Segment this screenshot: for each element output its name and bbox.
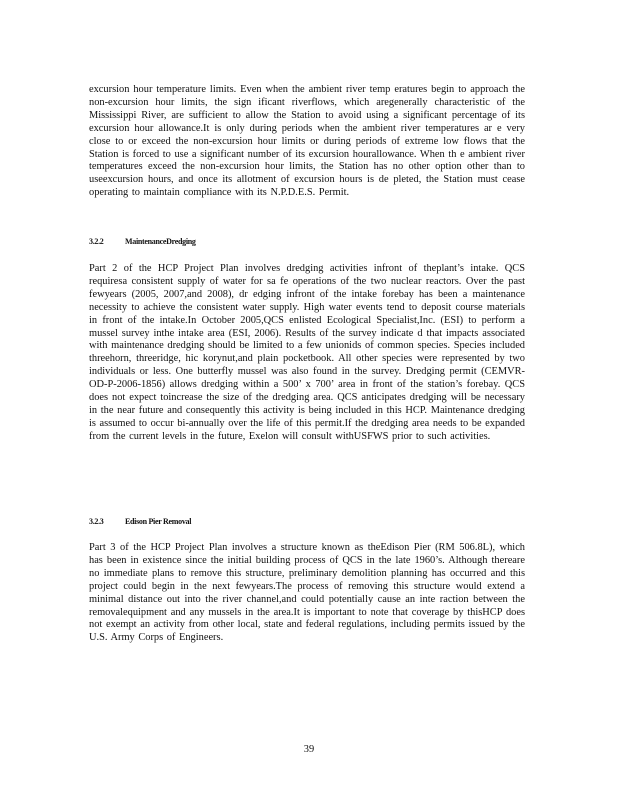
section-heading-edison-pier-removal (89, 517, 191, 526)
section-heading-maintenance-dredging (89, 237, 196, 246)
paragraph-maintenance-dredging: Part 2 of the HCP Project Plan involves dredging activities infront of theplant’s intake. QCS requiresa consistent supply of water for sa fe operations of the two nuclear reactors. Over the past fewyears (2005, 2007,and 2008), dr edging infront of the intake forebay has been a maintenance necessity to achieve the consistent water supply. High water events tend to deposit course materials in front of the intake.In October 2005,QCS enlisted Ecological Specialist,Inc. (ESI) to perform a mussel survey inthe intake area (ESI, 2006). Results of the survey indicate d that impacts associated with maintenance dredging should be limited to a few unionids of common species. Species included threehorn, threeridge, hic korynut,and plain pocketbook. All other species were represented by two individuals or less. One butterfly mussel was also found in the survey. Dredging permit (CEMVR-OD-P-2006-1856) allows dredging within a 500’ x 700’ area in front of the station’s forebay. QCS does not expect toincrease the size of the dredging area. QCS anticipates dredging will be necessary in the near future and consequently this activity is being included in this HCP. Maintenance dredging is assumed to occur bi-annually over the life of this permit.If the dredging area needs to be expanded from the current levels in the future, Exelon will consult withUSFWS prior to such activities. (89, 263, 525, 442)
paragraph-excursion-hours: excursion hour temperature limits. Even when the ambient river temp eratures begin to approach the non-excursion hour limits, the sign ificant riverflows, which aregenerally characteristic of the Mississippi River, are sufficient to allow the Station to avoid using a significant percentage of its excursion hour allowance.It is only during periods when the ambient river temperatures ar e very close to or exceed the non-excursion hour limits or during periods of extreme low flows that the Station is forced to use a significant number of its excursion hourallowance. When th e ambient river temperatures exceed the non-excursion hour limits, the Station has no other option other than to useexcursion hours, and once its allotment of excursion hours is de pleted, the Station must cease operating to maintain compliance with its N.P.D.E.S. Permit. (89, 84, 525, 199)
page-number: 39 (303, 744, 315, 755)
paragraph-edison-pier: Part 3 of the HCP Project Plan involves a structure known as theEdison Pier (RM 506.8L), which has been in existence since the initial building process of QCS in the late 1960’s. Although thereare no immediate plans to remove this structure, preliminary demolition planning has occurred and this project could begin in the next fewyears.The process of removing this structure would extend a minimal distance out into the river channel,and could potentially cause an inte raction between the removalequipment and any mussels in the area.It is important to note that coverage by thisHCP does not exempt an activity from other local, state and federal regulations, including permits issued by the U.S. Army Corps of Engineers. (89, 542, 525, 644)
section-title: MaintenanceDredging (125, 237, 196, 246)
section-number: 3.2.3 (89, 517, 104, 526)
section-title: Edison Pier Removal (125, 517, 192, 526)
section-number: 3.2.2 (89, 237, 104, 246)
